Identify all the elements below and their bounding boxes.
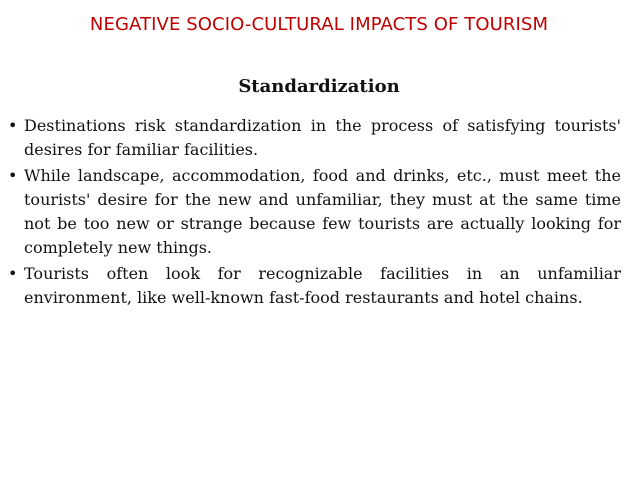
- bullet-item: [8, 262, 621, 310]
- bullet-dot-icon: •: [8, 166, 18, 185]
- bullet-text: Destinations risk standardization in the process of satisfying tourists' desires for familiar facilities.: [24, 116, 621, 159]
- bullet-text: Tourists often look for recognizable facilities in an unfamiliar environment, like well-known fast-food restaurants and hotel chains.: [24, 264, 621, 307]
- bullet-dot-icon: •: [8, 116, 18, 135]
- slide-subtitle: Standardization: [238, 76, 400, 97]
- slide-title: NEGATIVE SOCIO-CULTURAL IMPACTS OF TOURISM: [89, 14, 549, 35]
- bullet-list: [8, 114, 621, 312]
- bullet-text: While landscape, accommodation, food and drinks, etc., must meet the tourists' desire for the new and unfamiliar, they must at the same time not be too new or strange because few tourists are actually looking for completely new things.: [24, 166, 621, 257]
- bullet-item: [8, 164, 621, 260]
- bullet-item: [8, 114, 621, 162]
- bullet-dot-icon: •: [8, 264, 18, 283]
